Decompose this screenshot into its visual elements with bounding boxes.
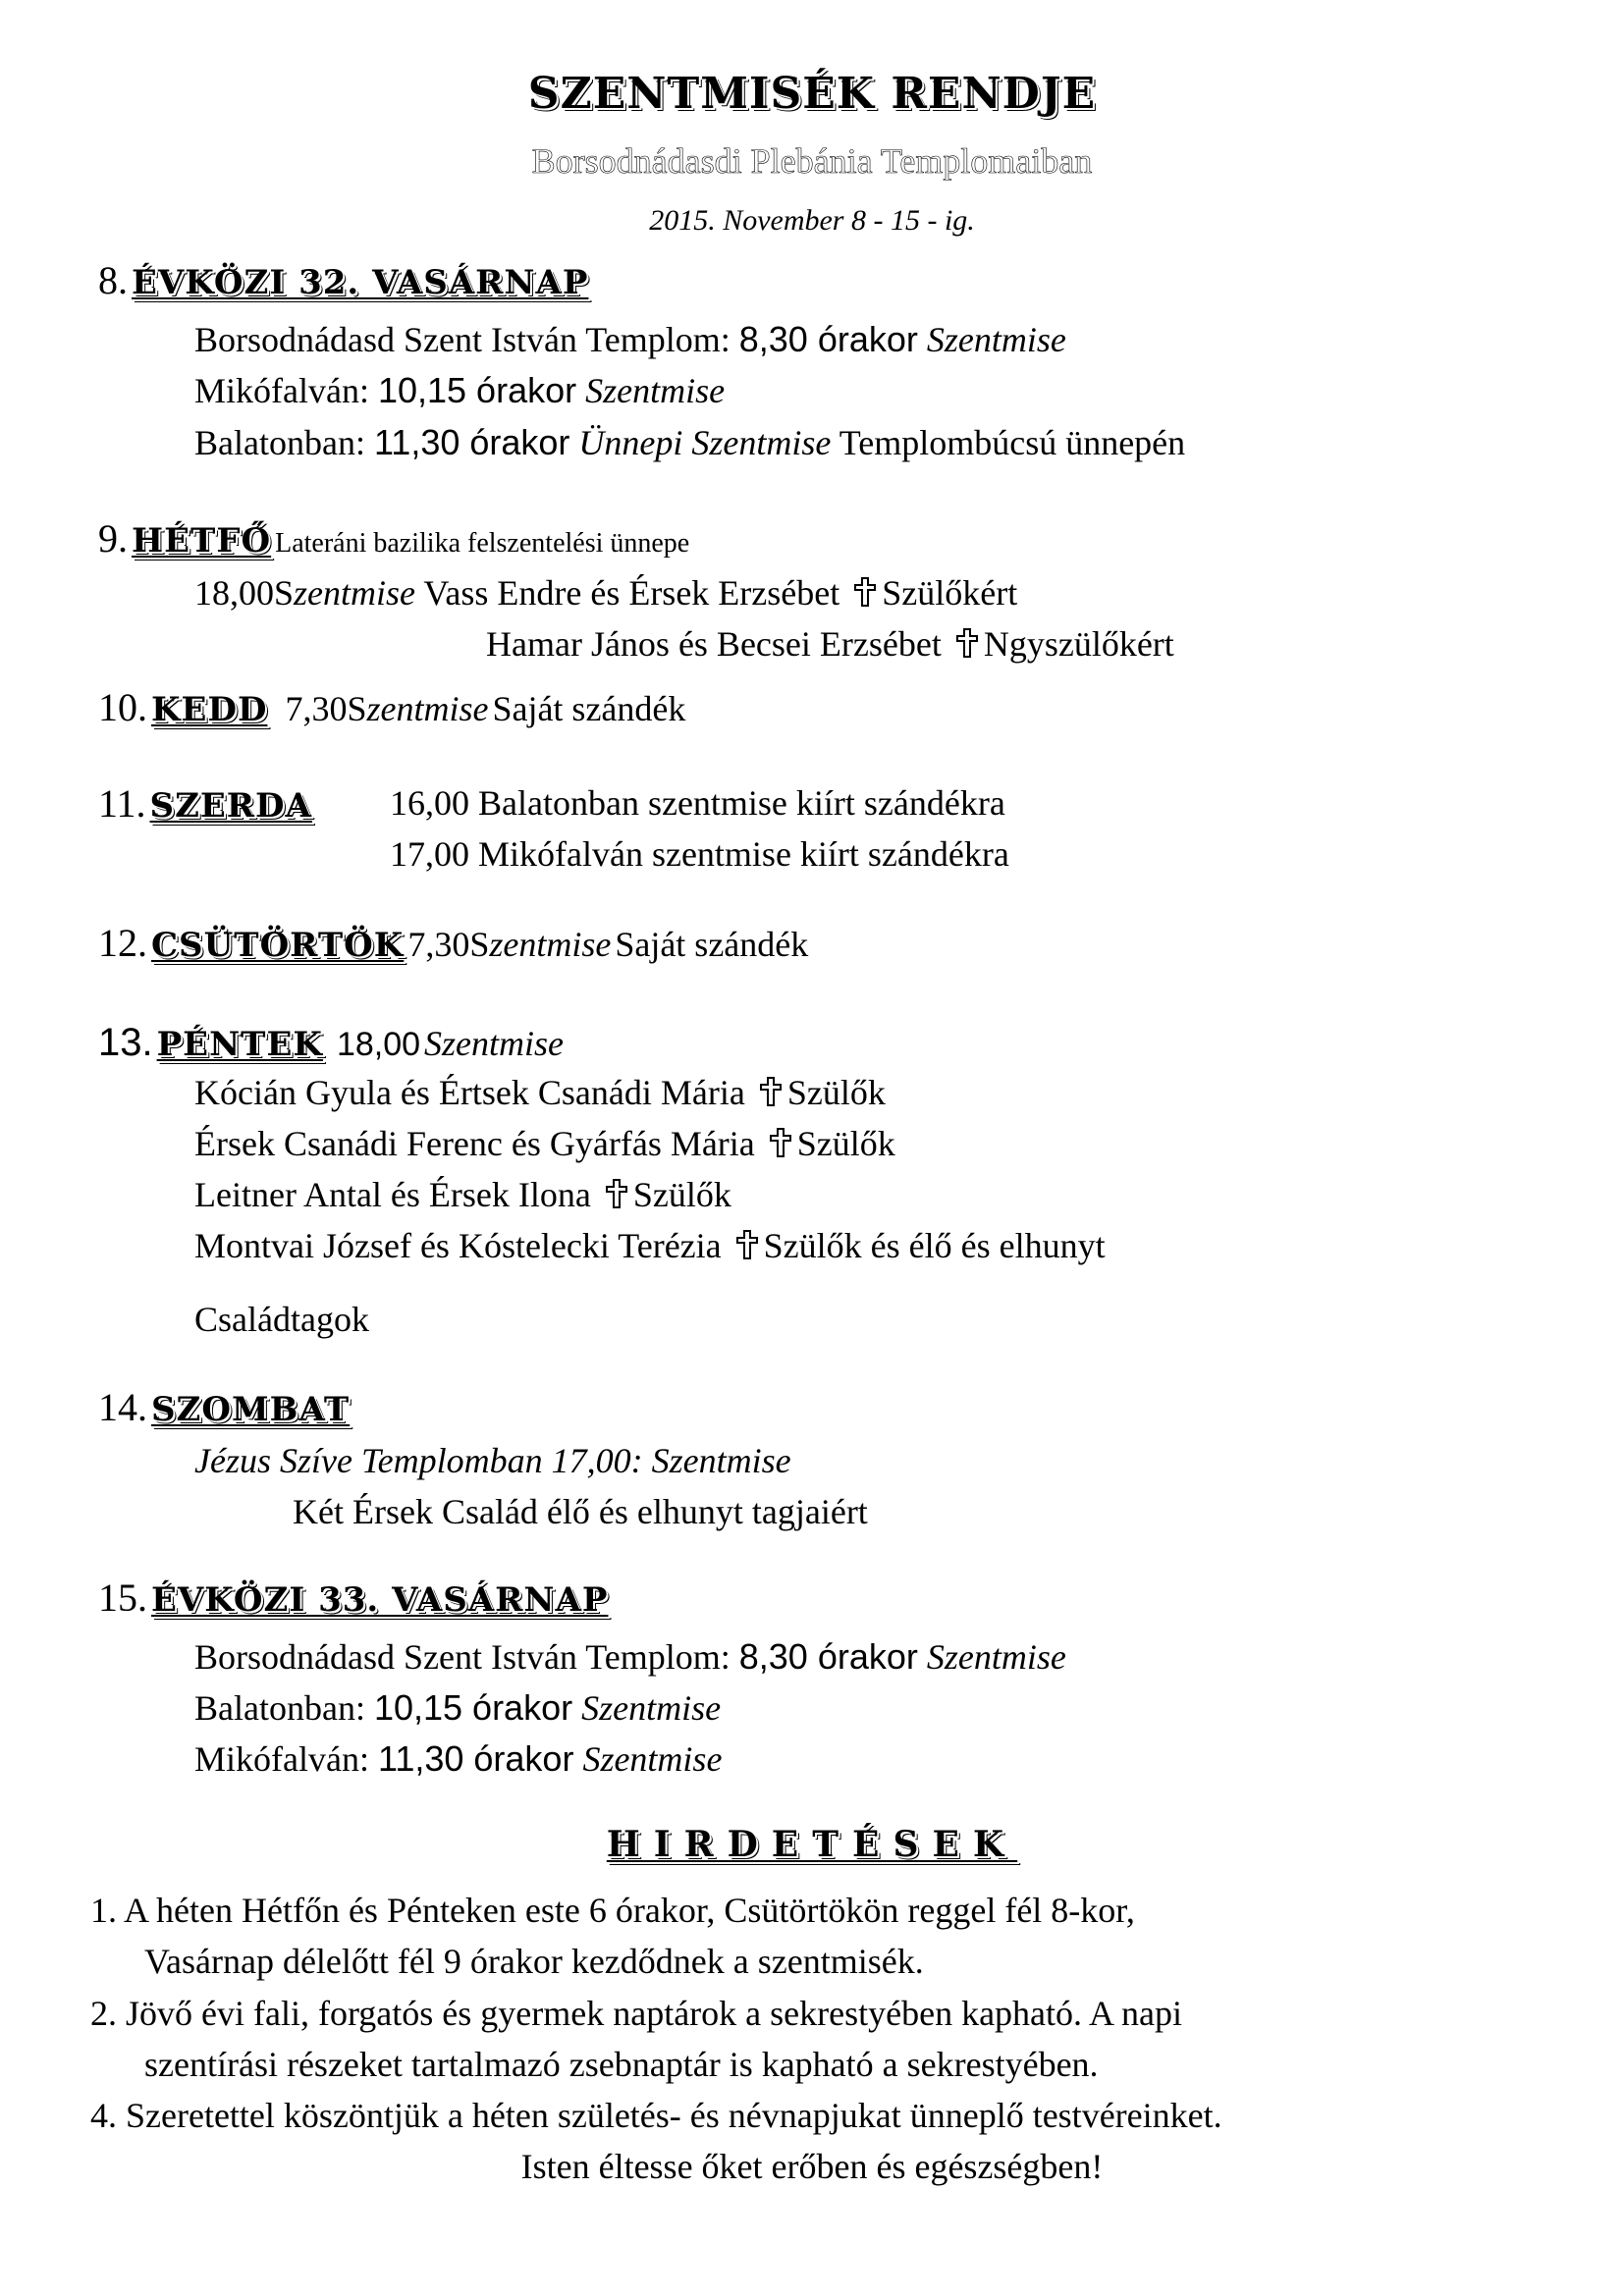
mass-type: Szentmise: [581, 1688, 722, 1728]
time: 11,30 órakor: [377, 1738, 574, 1779]
schedule-line: 17,00 Mikófalván szentmise kiírt szándékra: [390, 834, 1009, 874]
day-heading-11: [98, 780, 312, 827]
place: Borsodnádasd Szent István Templom:: [194, 1637, 731, 1677]
cross-icon: [760, 1077, 782, 1106]
announcement-2-line2: szentírási részeket tartalmazó zsebnaptár is kapható a sekrestyében.: [144, 2045, 1099, 2084]
mass-type-rest: zentmise: [294, 573, 416, 613]
intention-for: Szülők: [786, 1073, 886, 1112]
place: Mikófalván:: [194, 1739, 369, 1779]
time: 10,15 órakor: [373, 1687, 573, 1728]
page-title: SZENTMISÉK RENDJE: [527, 69, 1097, 119]
cross-icon: [854, 577, 876, 607]
intention-for: Szülőkért: [882, 573, 1018, 613]
intention-names: Leitner Antal és Érsek Ilona: [194, 1175, 591, 1214]
day-name: KEDD: [151, 690, 268, 729]
intention-names: Kócián Gyula és Értsek Csanádi Mária: [194, 1073, 745, 1112]
day-number: 8.: [98, 258, 128, 302]
date-range: 2015. November 8 - 15 - ig.: [649, 204, 975, 237]
intention-line: [486, 623, 1174, 665]
schedule-line: [194, 370, 725, 411]
cross-icon: [736, 1230, 758, 1259]
schedule-line: [194, 1738, 722, 1780]
mass-type-rest: zentmise: [366, 689, 489, 728]
time: 10,15 órakor: [377, 370, 577, 410]
place: Mikófalván:: [194, 371, 369, 410]
intention-line: [194, 1174, 731, 1215]
day-name: SZERDA: [149, 786, 312, 826]
schedule-line: [194, 1687, 721, 1729]
announcement-3-line2: Isten éltesse őket erőben és egészségben!: [520, 2147, 1104, 2186]
intention-for: Szülők és élő és elhunyt: [763, 1226, 1106, 1265]
intention-continuation: Családtagok: [194, 1300, 369, 1339]
announcements-heading: HIRDETÉSEK: [606, 1824, 1018, 1865]
intention: Saját szándék: [615, 925, 809, 964]
time: 18,00: [194, 573, 274, 613]
mass-type: Szentmise: [424, 1024, 565, 1063]
schedule-line: [194, 422, 1185, 463]
day-number: 15.: [98, 1575, 147, 1620]
mass-type: Szentmise: [582, 1739, 723, 1779]
place: Balatonban:: [194, 423, 365, 462]
intention-for: Szülők: [796, 1124, 895, 1163]
time: 18,00: [336, 1026, 421, 1063]
intention: Két Érsek Család élő és elhunyt tagjaiért: [293, 1492, 868, 1531]
intention-for: Ngyszülőkért: [983, 624, 1174, 664]
announcement-1-line2: Vasárnap délelőtt fél 9 órakor kezdődnek a szentmisék.: [144, 1942, 924, 1981]
cross-icon: [770, 1128, 791, 1157]
schedule-line: 16,00 Balatonban szentmise kiírt szándékra: [390, 783, 1005, 823]
day-heading-13: [98, 1021, 564, 1065]
time: 11,30 órakor: [373, 422, 570, 462]
feast-name: Lateráni bazilika felszentelési ünnepe: [275, 528, 690, 559]
note: Templombúcsú ünnepén: [839, 423, 1186, 462]
intention-names: Montvai József és Kóstelecki Terézia: [194, 1226, 722, 1265]
day-heading-9: [98, 515, 689, 561]
day-name: SZOMBAT: [151, 1390, 351, 1429]
mass-type: Ünnepi Szentmise: [578, 423, 832, 462]
day-name: HÉTFŐ: [132, 521, 272, 561]
day-name: PÉNTEK: [156, 1025, 323, 1064]
intention-names: Vass Endre és Érsek Erzsébet: [423, 573, 840, 613]
day-heading-14: [98, 1384, 350, 1430]
day-number: 14.: [98, 1385, 147, 1429]
day-number: 11.: [98, 781, 146, 826]
page-subtitle: Borsodnádasdi Plebánia Templomaiban: [531, 141, 1093, 181]
mass-type: Szentmise: [926, 320, 1066, 359]
place: Balatonban:: [194, 1688, 365, 1728]
day-heading-15: [98, 1575, 608, 1621]
time: 8,30 órakor: [738, 319, 918, 359]
day-number: 13.: [98, 1021, 153, 1064]
day-number: 9.: [98, 516, 128, 561]
mass-type-initial: S: [347, 689, 367, 728]
mass-type-rest: zentmise: [489, 925, 612, 964]
location-line: Jézus Szíve Templomban 17,00: Szentmise: [194, 1441, 791, 1480]
time: 7,30: [407, 925, 470, 964]
intention-line: [194, 1123, 895, 1164]
intention-line: [194, 1225, 1106, 1266]
mass-type-initial: S: [274, 573, 295, 613]
time: 8,30 órakor: [738, 1636, 918, 1677]
announcement-3-line1: 4. Szeretettel köszöntjük a héten születés- és névnapjukat ünneplő testvéreinket.: [90, 2096, 1222, 2135]
time: 7,30: [285, 689, 348, 728]
intention: Saját szándék: [492, 689, 686, 728]
day-number: 12.: [98, 921, 147, 965]
day-number: 10.: [98, 685, 147, 729]
announcement-1-line1: 1. A héten Hétfőn és Pénteken este 6 órakor, Csütörtökön reggel fél 8-kor,: [90, 1891, 1135, 1930]
place: Borsodnádasd Szent István Templom:: [194, 320, 731, 359]
mass-type-initial: S: [469, 925, 490, 964]
mass-type: Szentmise: [926, 1637, 1066, 1677]
day-heading-8: [98, 257, 588, 303]
intention-names: Érsek Csanádi Ferenc és Gyárfás Mária: [194, 1124, 755, 1163]
schedule-line: [194, 1636, 1066, 1678]
day-heading-10: [98, 684, 685, 730]
day-name: CSÜTÖRTÖK: [151, 926, 405, 965]
mass-type: Szentmise: [585, 371, 726, 410]
intention-line: [194, 572, 1017, 614]
day-name: ÉVKÖZI 32. VASÁRNAP: [132, 263, 589, 302]
intention-for: Szülők: [632, 1175, 731, 1214]
cross-icon: [606, 1179, 627, 1208]
schedule-line: [194, 319, 1066, 360]
intention-line: [194, 1072, 886, 1113]
announcement-2-line1: 2. Jövő évi fali, forgatós és gyermek naptárok a sekrestyében kapható. A napi: [90, 1994, 1183, 2033]
cross-icon: [956, 628, 978, 658]
intention-names: Hamar János és Becsei Erzsébet: [486, 624, 942, 664]
day-heading-12: [98, 920, 808, 966]
day-name: ÉVKÖZI 33. VASÁRNAP: [151, 1580, 609, 1620]
